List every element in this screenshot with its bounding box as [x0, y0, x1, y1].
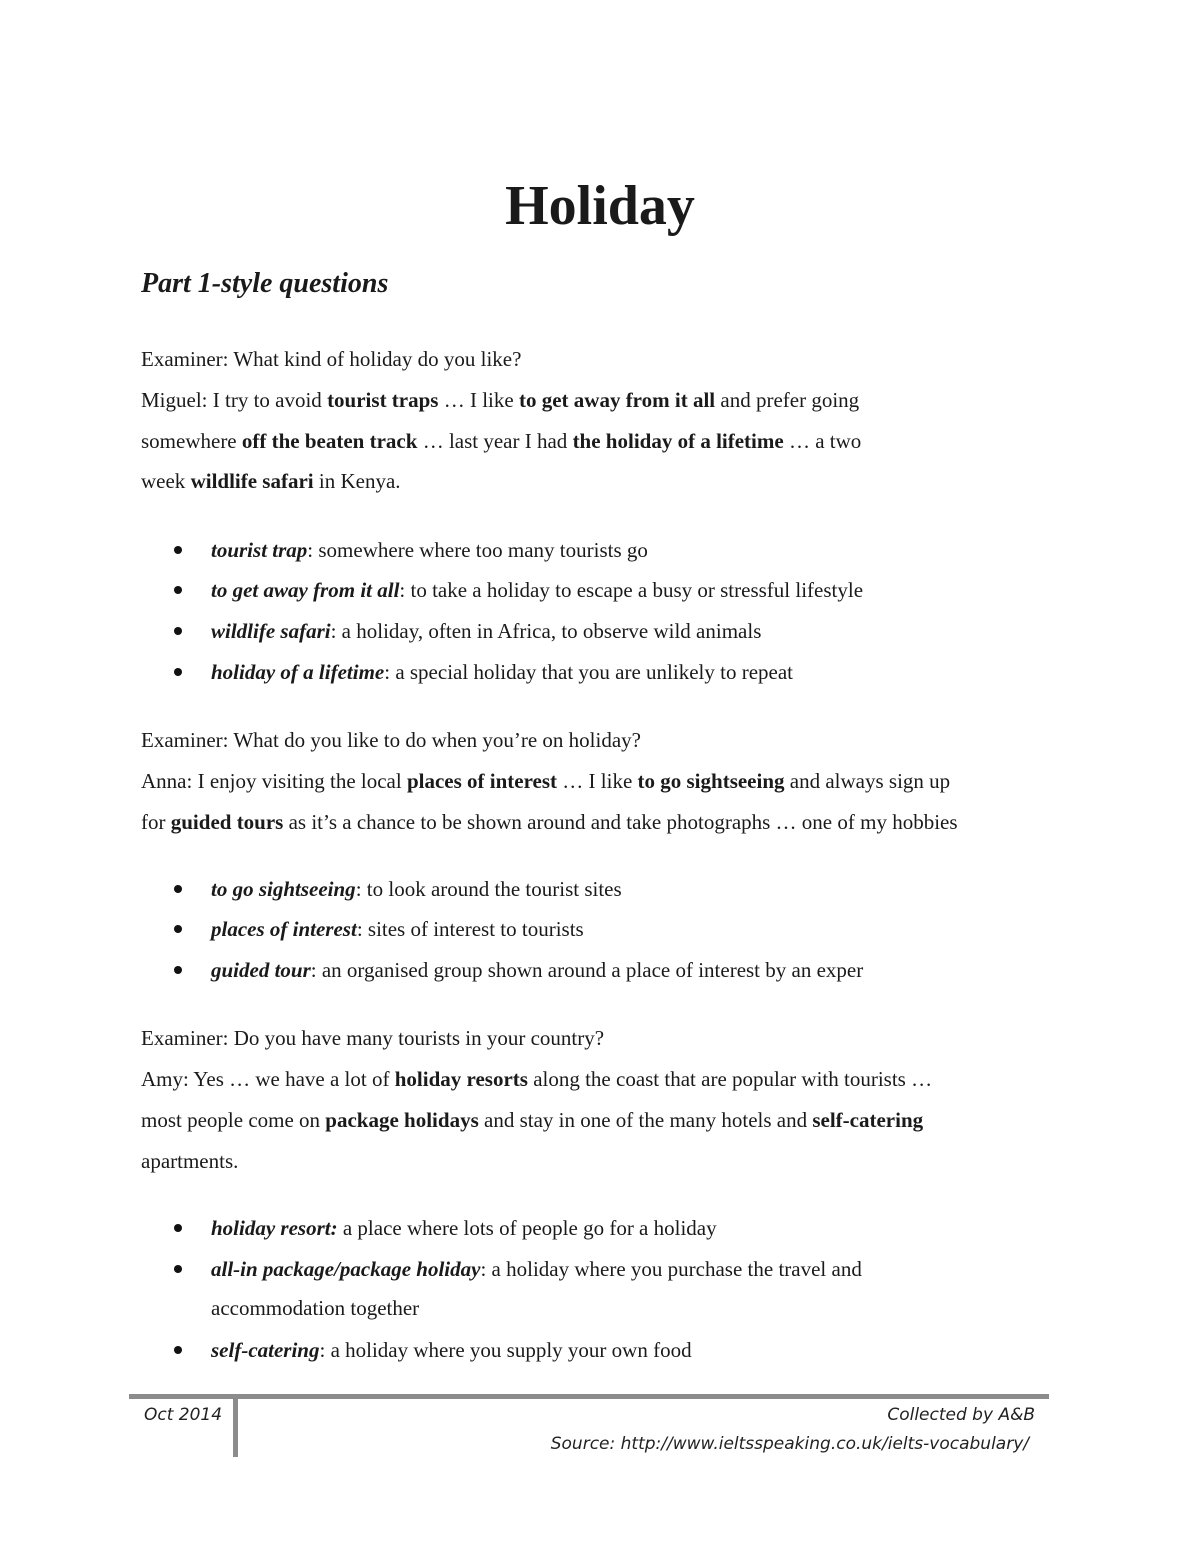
- key-phrase: guided tours: [170, 810, 284, 834]
- vocab-item: wildlife safari: a holiday, often in Africa, to observe wild animals: [211, 619, 762, 643]
- key-phrase: holiday resorts: [394, 1067, 528, 1091]
- footer-collected-by: Collected by A&B: [887, 1405, 1035, 1425]
- answer-line: Amy: Yes … we have a lot of holiday resorts along the coast that are popular with tourists …: [141, 1067, 933, 1091]
- bullet-icon: [174, 546, 182, 554]
- answer-line: week wildlife safari in Kenya.: [141, 469, 401, 493]
- bullet-icon: [174, 668, 182, 676]
- bullet-icon: [174, 966, 182, 974]
- bullet-icon: [174, 586, 182, 594]
- section-heading: Part 1-style questions: [141, 268, 389, 299]
- key-phrase: the holiday of a lifetime: [572, 429, 784, 453]
- footer-source: Source: http://www.ieltsspeaking.co.uk/ielts-vocabulary/: [550, 1434, 1029, 1454]
- bullet-icon: [174, 1346, 182, 1354]
- vocab-item: holiday of a lifetime: a special holiday that you are unlikely to repeat: [211, 660, 794, 684]
- key-phrase: to get away from it all: [518, 388, 716, 412]
- answer-line: most people come on package holidays and stay in one of the many hotels and self-catering: [141, 1108, 924, 1132]
- key-phrase: off the beaten track: [241, 429, 418, 453]
- key-phrase: self-catering: [812, 1108, 924, 1132]
- key-phrase: to go sightseeing: [637, 769, 785, 793]
- vocab-item: places of interest: sites of interest to tourists: [211, 917, 584, 941]
- bullet-icon: [174, 1265, 182, 1273]
- bullet-icon: [174, 885, 182, 893]
- key-phrase: package holidays: [325, 1108, 479, 1132]
- examiner-question-3: Examiner: Do you have many tourists in your country?: [141, 1026, 605, 1050]
- vocab-item: to go sightseeing: to look around the tourist sites: [211, 877, 622, 901]
- vocab-item: holiday resort: a place where lots of people go for a holiday: [211, 1216, 717, 1240]
- answer-line: Miguel: I try to avoid tourist traps … I like to get away from it all and prefer going: [141, 388, 860, 412]
- bullet-icon: [174, 1224, 182, 1232]
- vocab-item: self-catering: a holiday where you supply your own food: [211, 1338, 692, 1362]
- vocab-item: tourist trap: somewhere where too many tourists go: [211, 538, 648, 562]
- footer-divider: [129, 1394, 1049, 1399]
- vocab-item: to get away from it all: to take a holiday to escape a busy or stressful lifestyle: [211, 578, 864, 602]
- examiner-question-1: Examiner: What kind of holiday do you like?: [141, 347, 522, 371]
- bullet-icon: [174, 925, 182, 933]
- examiner-question-2: Examiner: What do you like to do when you’re on holiday?: [141, 728, 641, 752]
- vocab-item: guided tour: an organised group shown around a place of interest by an exper: [211, 958, 864, 982]
- footer-date: Oct 2014: [144, 1405, 223, 1425]
- answer-line: Anna: I enjoy visiting the local places of interest … I like to go sightseeing and always sign up: [141, 769, 951, 793]
- answer-line: for guided tours as it’s a chance to be shown around and take photographs … one of my hobbies: [141, 810, 958, 834]
- vocab-item-continuation: accommodation together: [211, 1296, 420, 1320]
- answer-line: apartments.: [141, 1149, 239, 1173]
- key-phrase: tourist traps: [327, 388, 439, 412]
- footer-vertical-divider: [233, 1394, 238, 1457]
- vocab-item: all-in package/package holiday: a holiday where you purchase the travel and: [211, 1257, 862, 1281]
- key-phrase: places of interest: [406, 769, 558, 793]
- answer-line: somewhere off the beaten track … last year I had the holiday of a lifetime … a two: [141, 429, 862, 453]
- page-title: Holiday: [505, 175, 695, 237]
- key-phrase: wildlife safari: [190, 469, 314, 493]
- bullet-icon: [174, 627, 182, 635]
